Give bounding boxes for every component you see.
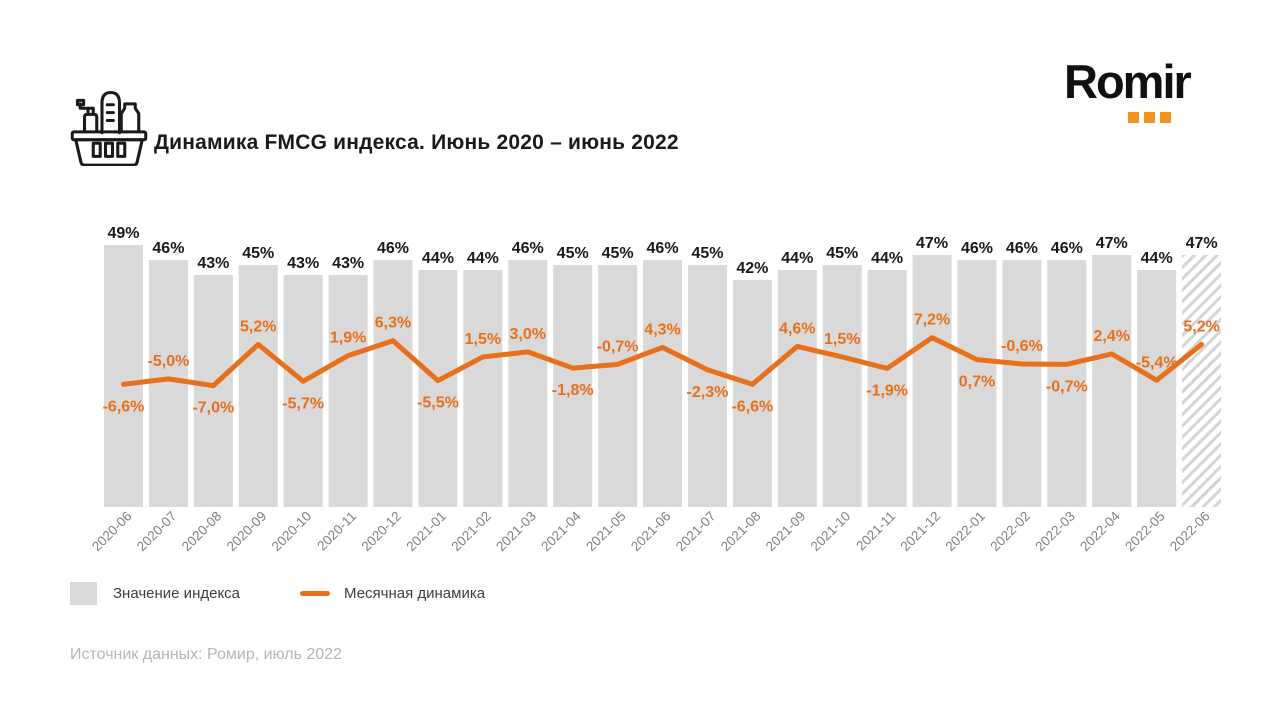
index-bar (1092, 255, 1131, 507)
line-value-label: -5,5% (417, 394, 459, 412)
x-axis-label: 2020-10 (268, 508, 315, 555)
x-axis-label: 2021-12 (897, 508, 944, 555)
bar-value-label: 45% (242, 245, 275, 262)
x-axis-label: 2022-03 (1032, 508, 1078, 555)
x-axis-label: 2021-05 (583, 508, 629, 555)
line-value-label: 5,2% (240, 318, 277, 336)
bar-value-label: 46% (1050, 240, 1083, 257)
index-bar (1137, 270, 1176, 507)
legend-label-dynamics: Месячная динамика (344, 585, 486, 602)
line-value-label: 2,4% (1093, 327, 1130, 345)
line-value-label: -2,3% (686, 383, 729, 401)
x-axis-label: 2021-01 (403, 508, 450, 555)
line-value-label: -0,7% (596, 338, 639, 356)
romir-logo-dots (1128, 112, 1171, 123)
x-axis-label: 2021-08 (717, 508, 764, 555)
bar-value-label: 45% (556, 245, 589, 262)
index-bar (418, 270, 457, 507)
index-bar (823, 265, 862, 507)
x-axis-label: 2021-03 (493, 508, 539, 555)
index-bar (913, 255, 952, 507)
bar-value-label: 42% (736, 260, 769, 277)
bar-value-label: 44% (1140, 250, 1173, 267)
bar-value-label: 46% (646, 240, 679, 257)
index-bar (508, 260, 547, 507)
index-bar-forecast (1182, 255, 1221, 507)
chart-canvas (80, 225, 1240, 575)
x-axis-label: 2021-06 (628, 508, 674, 555)
x-axis-label: 2021-02 (448, 508, 494, 555)
line-value-label: -0,7% (1045, 378, 1088, 396)
line-value-label: 4,6% (779, 320, 816, 338)
bar-value-label: 44% (871, 250, 904, 267)
x-axis-label: 2022-04 (1077, 508, 1123, 555)
logo-dot (1144, 112, 1155, 123)
x-axis-label: 2021-09 (762, 508, 809, 555)
page-title: Динамика FMCG индекса. Июнь 2020 – июнь 2022 (154, 131, 679, 154)
logo-dot (1160, 112, 1171, 123)
fmcg-index-chart (80, 225, 1240, 575)
grocery-basket-icon (64, 82, 154, 166)
line-value-label: 7,2% (913, 311, 951, 329)
bar-value-label: 44% (421, 250, 454, 267)
data-source-note: Источник данных: Ромир, июль 2022 (70, 646, 342, 663)
x-axis-label: 2022-06 (1167, 508, 1213, 555)
line-value-label: -5,0% (147, 352, 190, 370)
line-value-label: -0,6% (1001, 338, 1043, 356)
index-bar (733, 280, 772, 507)
bar-value-label: 47% (1185, 235, 1218, 252)
bar-value-label: 43% (197, 255, 230, 272)
x-axis-label: 2020-09 (223, 508, 270, 555)
index-bar (149, 260, 188, 507)
orange-line-swatch (300, 591, 330, 596)
x-axis-label: 2020-11 (314, 508, 360, 554)
index-bar (104, 245, 143, 507)
x-axis-label: 2020-06 (88, 508, 135, 555)
bar-value-label: 46% (960, 240, 993, 257)
legend-label-index: Значение индекса (113, 585, 241, 602)
bar-value-label: 47% (916, 235, 949, 252)
line-value-label: -5,4% (1135, 354, 1178, 372)
x-axis-label: 2022-01 (942, 508, 989, 555)
x-axis-label: 2020-07 (133, 508, 180, 555)
x-axis-label: 2021-07 (672, 508, 719, 555)
romir-logo-text: Romir (1064, 55, 1190, 108)
bar-value-label: 43% (287, 255, 320, 272)
logo-dot (1128, 112, 1139, 123)
line-value-label: 0,7% (958, 373, 996, 391)
bar-value-label: 46% (152, 240, 185, 257)
index-bar (778, 270, 817, 507)
line-value-label: 5,2% (1183, 318, 1220, 336)
index-bar (598, 265, 637, 507)
x-axis-label: 2021-04 (538, 508, 584, 555)
line-value-label: -7,0% (192, 399, 235, 417)
bar-value-label: 43% (332, 255, 365, 272)
legend-item-index (70, 582, 240, 605)
bar-value-label: 46% (511, 240, 544, 257)
index-bar (643, 260, 682, 507)
line-value-label: 1,9% (329, 329, 367, 347)
x-axis-label: 2022-05 (1122, 508, 1168, 555)
chart-legend (70, 582, 485, 605)
bar-value-label: 46% (377, 240, 410, 257)
line-value-label: 3,0% (509, 325, 547, 343)
legend-item-dynamics (300, 585, 485, 602)
line-value-label: -1,9% (866, 382, 909, 400)
x-axis-label: 2021-11 (853, 508, 899, 554)
bar-value-label: 45% (826, 245, 859, 262)
romir-logo (1064, 55, 1224, 108)
bar-value-label: 47% (1095, 235, 1128, 252)
line-value-label: -6,6% (731, 398, 774, 416)
index-bar (1002, 260, 1041, 507)
bar-value-label: 45% (691, 245, 724, 262)
line-value-label: 4,3% (644, 321, 681, 339)
line-value-label: 6,3% (374, 314, 412, 332)
line-value-label: -1,8% (551, 382, 594, 400)
index-bar (239, 265, 278, 507)
x-axis-label: 2020-08 (178, 508, 225, 555)
bar-value-label: 45% (601, 245, 634, 262)
index-bar (284, 275, 323, 507)
x-axis-label: 2021-10 (807, 508, 854, 555)
bar-value-label: 44% (466, 250, 499, 267)
bar-value-label: 46% (1005, 240, 1038, 257)
index-bar (329, 275, 368, 507)
bar-value-label: 44% (781, 250, 814, 267)
line-value-label: 1,5% (464, 330, 502, 348)
gray-square-swatch (70, 582, 97, 605)
x-axis-label: 2022-02 (987, 508, 1034, 555)
line-value-label: 1,5% (823, 330, 861, 348)
line-value-label: -6,6% (102, 398, 145, 416)
index-bar (374, 260, 413, 507)
line-value-label: -5,7% (282, 395, 325, 413)
x-axis-label: 2020-12 (358, 508, 405, 555)
bar-value-label: 49% (107, 225, 140, 242)
index-bar (463, 270, 502, 507)
index-bar (194, 275, 233, 507)
